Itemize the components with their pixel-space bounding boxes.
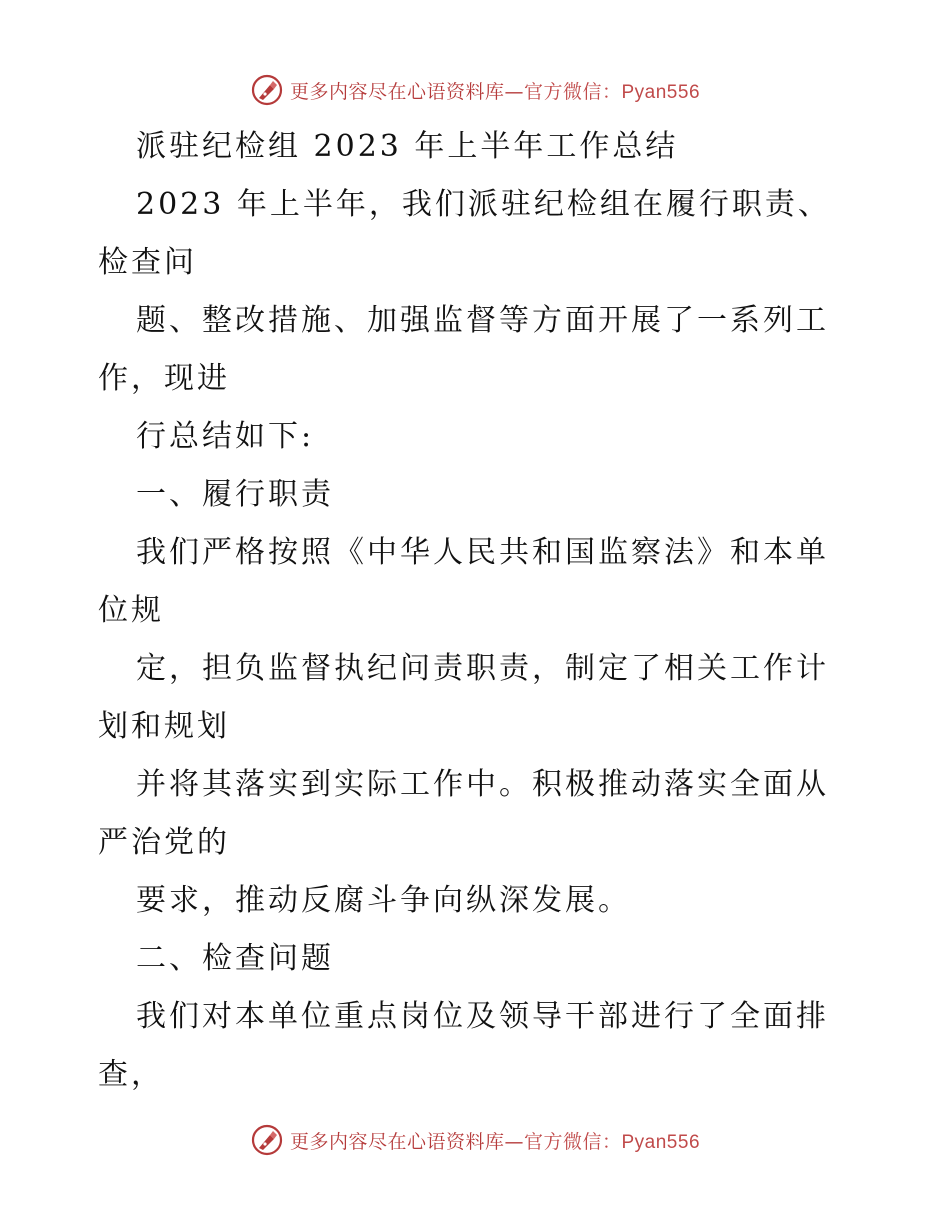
pen-nib-icon: [250, 1123, 284, 1157]
paragraph-line: 2023 年上半年，我们派驻纪检组在履行职责、: [136, 187, 831, 222]
paragraph-line: 题、整改措施、加强监督等方面开展了一系列工: [136, 303, 829, 338]
paragraph-line: 我们严格按照《中华人民共和国监察法》和本单: [136, 535, 829, 570]
paragraph-line: 检查问: [98, 245, 197, 280]
section-heading: 一、履行职责: [136, 477, 334, 512]
header-watermark: [0, 70, 950, 110]
watermark-text: [290, 1127, 700, 1154]
paragraph-line: 划和规划: [98, 709, 230, 744]
watermark-separator: —: [504, 80, 524, 103]
watermark-brand: 更多内容尽在心语资料库: [289, 80, 505, 103]
document-body: [98, 118, 858, 1104]
footer-watermark: [0, 1120, 950, 1160]
watermark-contact: 官方微信：Pyan556: [524, 1131, 701, 1153]
paragraph-line: 行总结如下:: [136, 419, 315, 454]
paragraph-line: 严治党的: [98, 825, 230, 860]
paragraph-line: 作，现进: [98, 361, 230, 396]
paragraph-line: 我们对本单位重点岗位及领导干部进行了全面排: [136, 999, 829, 1034]
pen-nib-icon: [250, 73, 284, 107]
watermark-separator: —: [504, 1130, 524, 1153]
document-title: 派驻纪检组 2023 年上半年工作总结: [136, 129, 679, 164]
paragraph-line: 定，担负监督执纪问责职责，制定了相关工作计: [136, 651, 829, 686]
paragraph-line: 并将其落实到实际工作中。积极推动落实全面从: [136, 767, 829, 802]
paragraph-line: 要求，推动反腐斗争向纵深发展。: [136, 883, 631, 918]
paragraph-line: 查，: [98, 1057, 164, 1092]
watermark-brand: 更多内容尽在心语资料库: [289, 1130, 505, 1153]
section-heading: 二、检查问题: [136, 941, 334, 976]
watermark-contact: 官方微信：Pyan556: [524, 81, 701, 103]
paragraph-line: 位规: [98, 593, 164, 628]
watermark-text: [290, 77, 700, 104]
